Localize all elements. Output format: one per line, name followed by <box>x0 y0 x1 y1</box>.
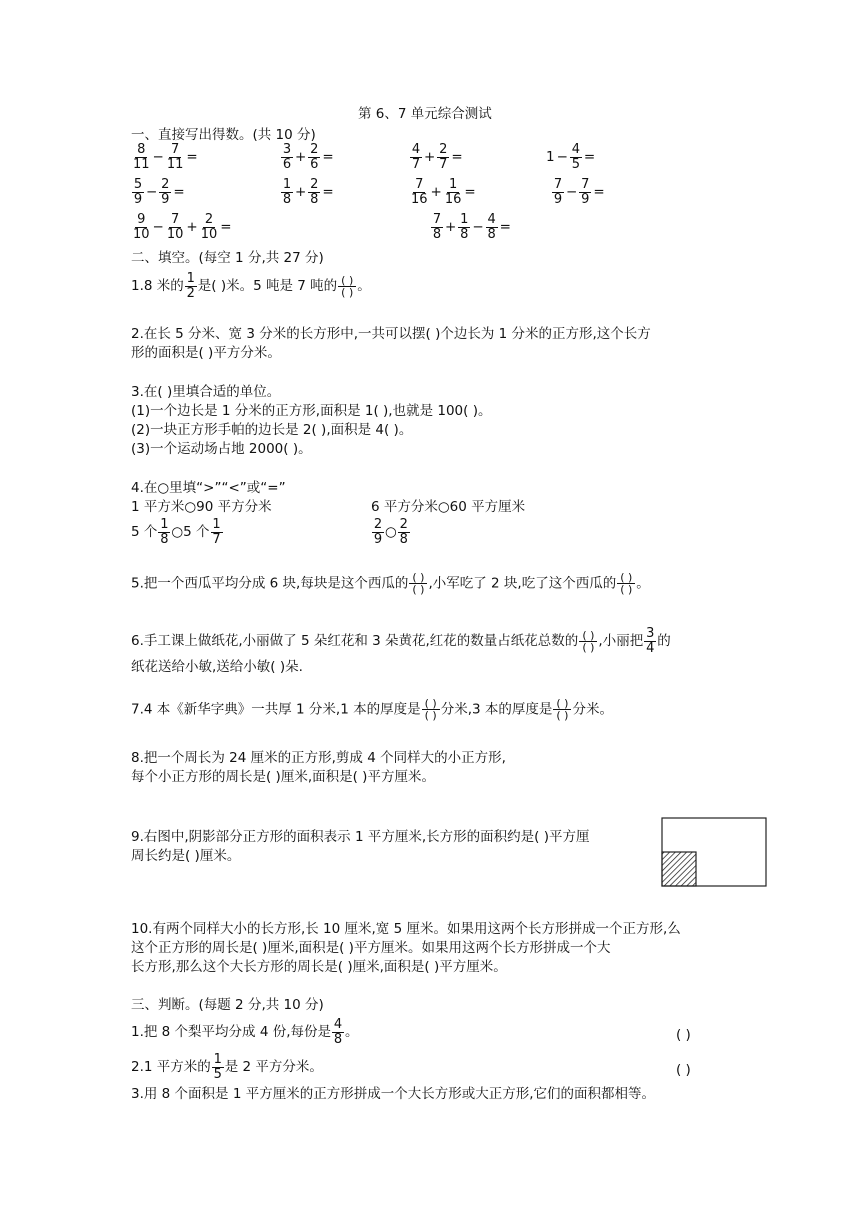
fill-q5: 5.把一个西瓜平均分成 6 块,每块是这个西瓜的 ( ) ( ) ,小军吃了 2 块,吃了这个西瓜的 ( ) ( ) 。 <box>131 571 650 596</box>
judge-q2: 2.1 平方米的 $\frac{1}{5}$ 是 2 平方分米。 <box>131 1052 323 1082</box>
calc-h: $\frac{7}{9}$ − $\frac{7}{9}$ = <box>553 177 605 207</box>
fill-q3-line3: (2)一块正方形手帕的边长是 2( ),面积是 4( )。 <box>131 422 413 438</box>
fill-q10-line3: 长方形,那么这个大长方形的周长是( )厘米,面积是( )平方厘米。 <box>131 959 507 975</box>
section2-heading: 二、填空。(每空 1 分,共 27 分) <box>131 250 324 266</box>
judge-q1: 1.把 8 个梨平均分成 4 份,每份是 $\frac{4}{8}$ 。 <box>131 1017 359 1047</box>
fill-q6-line2: 纸花送给小敏,送给小敏( )朵. <box>131 659 303 675</box>
calc-j: $\frac{7}{8}$ + $\frac{1}{8}$ − $\frac{4}{8}$ = <box>432 212 511 242</box>
fill-q9-line2: 周长约是( )厘米。 <box>131 848 241 864</box>
blank-fraction[interactable]: ( ) ( ) <box>553 698 571 721</box>
page-title: 第 6、7 单元综合测试 <box>358 106 492 122</box>
fill-q7: 7.4 本《新华字典》一共厚 1 分米,1 本的厚度是 ( ) ( ) 分米,3 本的厚度是 ( ) ( ) 分米。 <box>131 697 613 722</box>
shaded-square <box>662 852 696 886</box>
section3-heading: 三、判断。(每题 2 分,共 10 分) <box>131 997 324 1013</box>
fill-q3-line4: (3)一个运动场占地 2000( )。 <box>131 441 312 457</box>
fill-q4-b: 6 平方分米○60 平方厘米 <box>371 499 526 515</box>
blank-fraction[interactable]: ( ) ( ) <box>409 572 427 595</box>
calc-b: $\frac{3}{6}$ + $\frac{2}{6}$ = <box>282 142 334 172</box>
blank-fraction[interactable]: ( ) ( ) <box>579 630 597 653</box>
calc-d: 1 − $\frac{4}{5}$ = <box>546 142 596 172</box>
fill-q8-line1: 8.把一个周长为 24 厘米的正方形,剪成 4 个同样大的小正方形, <box>131 750 506 766</box>
judge-q1-mark[interactable]: ( ) <box>676 1027 691 1043</box>
fill-q4-line1: 4.在○里填“>”“<”或“=” <box>131 480 286 496</box>
section1-heading: 一、直接写出得数。(共 10 分) <box>131 127 316 143</box>
calc-g: $\frac{7}{16}$ + $\frac{1}{16}$ = <box>411 177 476 207</box>
fill-q6-line1: 6.手工课上做纸花,小丽做了 5 朵红花和 3 朵黄花,红花的数量占纸花总数的 ( ) ( ) ,小丽把 $\frac{3}{4}$ 的 <box>131 626 671 656</box>
rectangle-figure <box>660 816 768 890</box>
fill-q4-c: 5 个 $\frac{1}{8}$ ○5 个 $\frac{1}{7}$ <box>131 517 221 547</box>
fill-q4-a: 1 平方米○90 平方分米 <box>131 499 272 515</box>
fill-q1: 1.8 米的 $\frac{1}{2}$ 是( )米。5 吨是 7 吨的 ( ) ( ) 。 <box>131 271 371 301</box>
fill-q2-line2: 形的面积是( )平方分米。 <box>131 345 281 361</box>
blank-fraction[interactable]: ( ) ( ) <box>422 698 440 721</box>
fill-q3-line1: 3.在( )里填合适的单位。 <box>131 384 281 400</box>
fill-q9-line1: 9.右图中,阴影部分正方形的面积表示 1 平方厘米,长方形的面积约是( )平方厘 <box>131 829 590 845</box>
fill-q10-line1: 10.有两个同样大小的长方形,长 10 厘米,宽 5 厘米。如果用这两个长方形拼成一个正方形,么 <box>131 921 681 937</box>
calc-e: $\frac{5}{9}$ − $\frac{2}{9}$ = <box>133 177 185 207</box>
fill-q4-d: $\frac{2}{9}$ ○ $\frac{2}{8}$ <box>373 517 408 547</box>
fill-q3-line2: (1)一个边长是 1 分米的正方形,面积是 1( ),也就是 100( )。 <box>131 403 492 419</box>
calc-a: $\frac{8}{11}$ − $\frac{7}{11}$ = <box>133 142 198 172</box>
fill-q2-line1: 2.在长 5 分米、宽 3 分米的长方形中,一共可以摆( )个边长为 1 分米的正方形,这个长方 <box>131 326 651 342</box>
fill-q10-line2: 这个正方形的周长是( )厘米,面积是( )平方厘米。如果用这两个长方形拼成一个大 <box>131 940 611 956</box>
fill-q8-line2: 每个小正方形的周长是( )厘米,面积是( )平方厘米。 <box>131 769 435 785</box>
fraction: $\frac{8}{11}$ <box>133 142 150 172</box>
calc-f: $\frac{1}{8}$ + $\frac{2}{8}$ = <box>282 177 334 207</box>
calc-i: $\frac{9}{10}$ − $\frac{7}{10}$ + $\frac{2}{10}$ = <box>133 212 232 242</box>
judge-q3: 3.用 8 个面积是 1 平方厘米的正方形拼成一个大长方形或大正方形,它们的面积都相等。 <box>131 1086 656 1102</box>
calc-c: $\frac{4}{7}$ + $\frac{2}{7}$ = <box>411 142 463 172</box>
judge-q2-mark[interactable]: ( ) <box>676 1062 691 1078</box>
fraction: $\frac{7}{11}$ <box>166 142 184 172</box>
blank-fraction[interactable]: ( ) ( ) <box>338 275 356 298</box>
blank-fraction[interactable]: ( ) ( ) <box>617 572 635 595</box>
